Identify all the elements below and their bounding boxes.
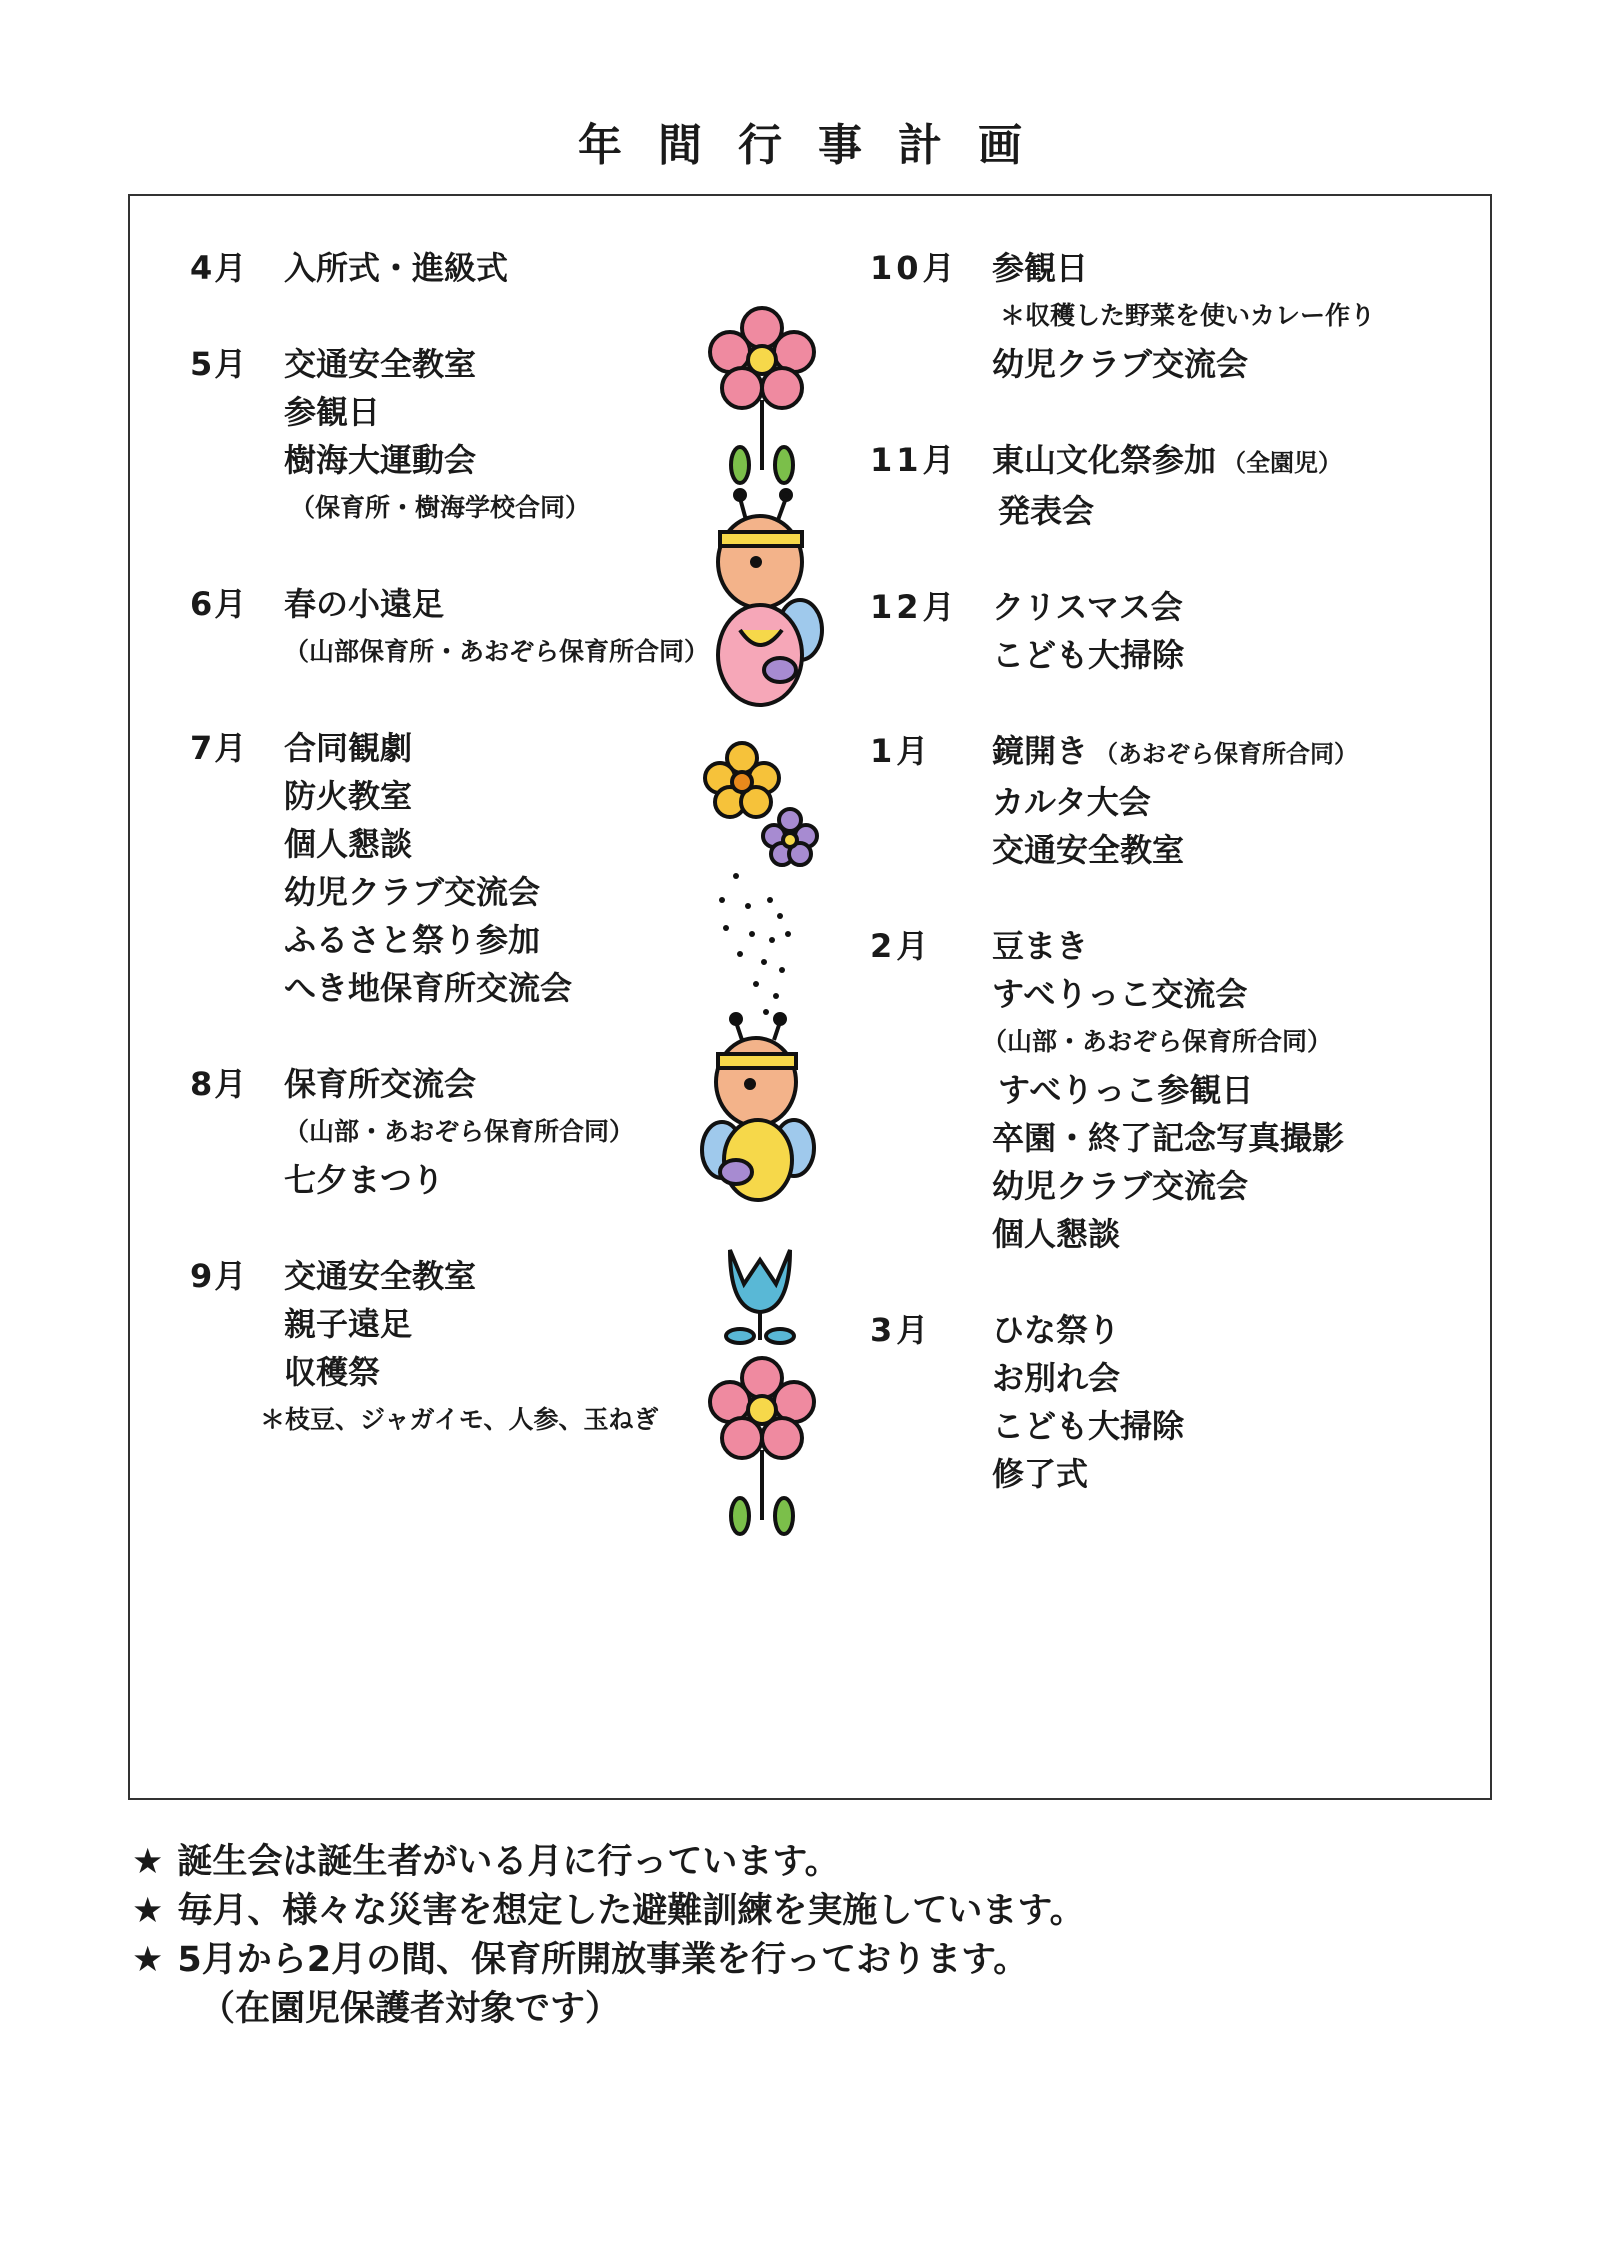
event-item: 七夕まつり: [284, 1161, 445, 1199]
bee-icon: [718, 490, 822, 705]
event-item: ふるさと祭り参加: [284, 921, 541, 959]
event-remark: （全園児）: [1222, 449, 1343, 477]
month-label: 5月: [190, 345, 249, 383]
month-block: [190, 340, 750, 532]
month-label: 7月: [190, 729, 249, 767]
event-item: 合同観劇: [284, 729, 413, 767]
footer-note: ★ 誕生会は誕生者がいる月に行っています。: [132, 1842, 840, 1882]
event-item: へき地保育所交流会: [284, 969, 573, 1007]
event-item: すべりっこ参観日: [998, 1071, 1254, 1109]
event-item: 樹海大運動会: [284, 441, 477, 479]
event-remark: （あおぞら保育所合同）: [1094, 740, 1359, 768]
purple-flower-icon: [763, 809, 817, 865]
event-item: 交通安全教室: [992, 831, 1185, 869]
event-item: 発表会: [998, 492, 1095, 530]
month-block: [870, 436, 1430, 535]
month-block: [190, 580, 750, 676]
event-note: （山部・あおぞら保育所合同）: [982, 1027, 1333, 1056]
event-item: 春の小遠足: [284, 585, 445, 623]
yellow-flower-icon: [705, 743, 779, 817]
event-item: すべりっこ交流会: [992, 975, 1248, 1013]
event-item: ひな祭り: [992, 1311, 1121, 1349]
event-note: （山部保育所・あおぞら保育所合同）: [284, 637, 710, 666]
month-label: 3月: [870, 1311, 933, 1349]
footer-subnote: （在園児保護者対象です）: [200, 1989, 621, 2029]
event-item: 幼児クラブ交流会: [992, 345, 1249, 383]
event-note: （山部・あおぞら保育所合同）: [284, 1117, 635, 1146]
event-item: 鏡開き （あおぞら保育所合同）: [992, 732, 1359, 770]
event-item: クリスマス会: [992, 588, 1183, 626]
event-item: 東山文化祭参加 （全園児）: [992, 441, 1343, 479]
pink-flower-icon: [710, 308, 814, 483]
event-item: 個人懇談: [284, 825, 413, 863]
left-column: [190, 244, 750, 1444]
month-label: 12月: [870, 588, 959, 626]
event-item: 幼児クラブ交流会: [992, 1167, 1249, 1205]
star-icon: ★: [132, 1940, 164, 1980]
event-item: 個人懇談: [992, 1215, 1121, 1253]
month-block: [870, 922, 1430, 1258]
month-block: [190, 1252, 750, 1444]
event-item: 入所式・進級式: [284, 249, 509, 287]
month-label: 4月: [190, 249, 249, 287]
event-note: ＊枝豆、ジャガイモ、人参、玉ねぎ: [260, 1405, 659, 1434]
star-icon: ★: [132, 1891, 164, 1931]
star-icon: ★: [132, 1842, 164, 1882]
pink-flower-icon: [710, 1358, 814, 1534]
event-item: 参観日: [284, 393, 381, 431]
event-item: こども大掃除: [992, 1407, 1185, 1445]
month-label: 10月: [870, 249, 959, 287]
event-item: 交通安全教室: [284, 1257, 477, 1295]
month-block: [190, 1060, 750, 1204]
month-label: 1月: [870, 732, 933, 770]
page-title: 年間行事計画: [578, 120, 1058, 171]
month-label: 6月: [190, 585, 249, 623]
event-item: お別れ会: [992, 1359, 1121, 1397]
month-block: [870, 583, 1430, 679]
event-item: こども大掃除: [992, 636, 1185, 674]
month-block: [870, 244, 1430, 388]
month-label: 9月: [190, 1257, 249, 1295]
event-item: 幼児クラブ交流会: [284, 873, 541, 911]
month-label: 8月: [190, 1065, 249, 1103]
footer-note: ★ 毎月、様々な災害を想定した避難訓練を実施しています。: [132, 1891, 1085, 1931]
event-item: 参観日: [992, 249, 1089, 287]
month-block: [190, 244, 750, 292]
month-block: [870, 1306, 1430, 1498]
dotted-trail: [719, 873, 791, 1015]
event-item: 保育所交流会: [284, 1065, 477, 1103]
event-item: 卒園・終了記念写真撮影: [992, 1119, 1345, 1157]
bee-icon: [702, 1014, 814, 1200]
month-block: [870, 727, 1430, 874]
footer-note: ★ 5月から2月の間、保育所開放事業を行っております。: [132, 1940, 1029, 1980]
event-item: 修了式: [992, 1455, 1089, 1493]
month-label: 2月: [870, 927, 933, 965]
right-column: [870, 244, 1430, 1498]
event-item: 親子遠足: [284, 1305, 413, 1343]
event-item: 交通安全教室: [284, 345, 477, 383]
month-block: [190, 724, 750, 1012]
event-note: ＊収穫した野菜を使いカレー作り: [1000, 301, 1376, 330]
event-note: （保育所・樹海学校合同）: [290, 493, 591, 522]
event-item: 防火教室: [284, 777, 413, 815]
tulip-icon: [726, 1250, 794, 1343]
decorative-illustrations: [700, 300, 840, 1540]
footer-notes: [132, 1838, 1472, 2034]
event-item: 豆まき: [992, 927, 1089, 965]
event-item: 収穫祭: [284, 1353, 381, 1391]
event-item: カルタ大会: [992, 783, 1151, 821]
month-label: 11月: [870, 441, 959, 479]
